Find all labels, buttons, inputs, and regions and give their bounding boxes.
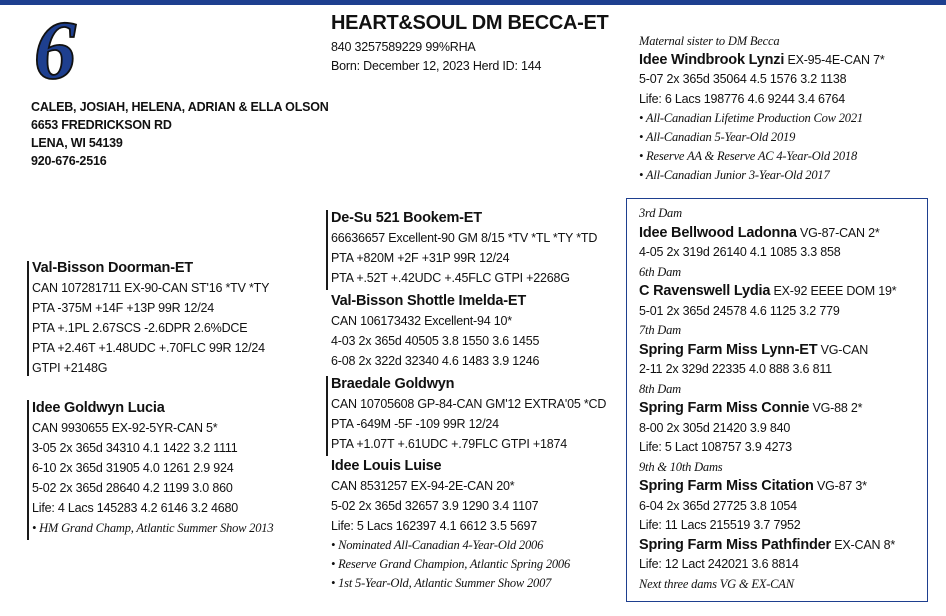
sire-line: PTA -375M +14F +13P 99R 12/24 bbox=[32, 301, 215, 315]
sire-of-sire-name: De-Su 521 Bookem-ET bbox=[331, 210, 482, 226]
dam-of-sire-line: 6-08 2x 322d 32340 4.6 1483 3.9 1246 bbox=[331, 354, 540, 368]
dam-of-dam-line: 5-02 2x 365d 32657 3.9 1290 3.4 1107 bbox=[331, 499, 539, 513]
dam-of-sire-line: CAN 106173432 Excellent-94 10* bbox=[331, 314, 512, 328]
dam910-label: 9th & 10th Dams bbox=[639, 459, 723, 474]
dam-of-sire-line: 4-03 2x 365d 40505 3.8 1550 3.6 1455 bbox=[331, 334, 540, 348]
dam-of-dam-line: Life: 5 Lacs 162397 4.1 6612 3.5 5697 bbox=[331, 519, 537, 533]
sire-of-dam-block bbox=[331, 374, 606, 454]
dam7-label: 7th Dam bbox=[639, 323, 682, 337]
owner-city: LENA, WI 54139 bbox=[31, 136, 123, 150]
dam3-label: 3rd Dam bbox=[639, 206, 682, 220]
dam6-name: C Ravenswell Lydia bbox=[639, 283, 771, 299]
sire-of-sire-block bbox=[331, 208, 597, 288]
award-item: • All-Canadian 5-Year-Old 2019 bbox=[639, 130, 796, 145]
award-item: • HM Grand Champ, Atlantic Summer Show 2013 bbox=[32, 521, 274, 535]
sire-of-dam-line: PTA -649M -5F -109 99R 12/24 bbox=[331, 417, 499, 431]
top-accent-bar bbox=[0, 0, 946, 5]
sire-block bbox=[32, 258, 269, 378]
animal-name: HEART&SOUL DM BECCA-ET bbox=[331, 12, 609, 34]
dam-of-sire-block bbox=[331, 291, 539, 371]
sire-of-sire-line: PTA +820M +2F +31P 99R 12/24 bbox=[331, 251, 510, 265]
owner-address: 6653 FREDRICKSON RD bbox=[31, 118, 172, 132]
dam-of-sire-name: Val-Bisson Shottle Imelda-ET bbox=[331, 293, 527, 309]
award-item: • Nominated All-Canadian 4-Year-Old 2006 bbox=[331, 538, 544, 552]
owner-phone: 920-676-2516 bbox=[31, 154, 107, 168]
maternal-sister-class: EX-95-4E-CAN 7* bbox=[784, 53, 885, 68]
box-footer: Next three dams VG & EX-CAN bbox=[639, 576, 794, 591]
dam7-record: 2-11 2x 329d 22335 4.0 888 3.6 811 bbox=[639, 362, 832, 376]
dam9-record: 6-04 2x 365d 27725 3.8 1054 bbox=[639, 498, 797, 513]
maternal-sister-record: 5-07 2x 365d 35064 4.5 1576 3.2 1138 bbox=[639, 72, 847, 87]
dam6-label: 6th Dam bbox=[639, 264, 682, 279]
dam3-class: VG-87-CAN 2* bbox=[796, 225, 880, 240]
sire-line: CAN 107281711 EX-90-CAN ST'16 *TV *TY bbox=[32, 281, 270, 295]
maternal-sister-life: Life: 6 Lacs 198776 4.6 9244 3.4 6764 bbox=[639, 91, 845, 106]
maternal-sister-name: Idee Windbrook Lynzi bbox=[639, 52, 785, 69]
dam-line: 3-05 2x 365d 34310 4.1 1422 3.2 1111 bbox=[32, 441, 238, 455]
sire-of-dam-line: PTA +1.07T +.61UDC +.79FLC GTPI +1874 bbox=[331, 437, 568, 451]
owner-names: CALEB, JOSIAH, HELENA, ADRIAN & ELLA OLSON bbox=[31, 100, 329, 114]
dam8-life: Life: 5 Lact 108757 3.9 4273 bbox=[639, 440, 792, 454]
award-item: • Reserve Grand Champion, Atlantic Spring 2006 bbox=[331, 557, 571, 571]
sire-of-sire-line: PTA +.52T +.42UDC +.45FLC GTPI +2268G bbox=[331, 271, 570, 285]
dam-name: Idee Goldwyn Lucia bbox=[32, 400, 165, 416]
lot-number bbox=[30, 12, 120, 92]
owner-block bbox=[31, 98, 329, 170]
sire-name: Val-Bisson Doorman-ET bbox=[32, 260, 193, 276]
dam9-class: VG-87 3* bbox=[813, 479, 867, 493]
dam9-life: Life: 11 Lacs 215519 3.7 7952 bbox=[639, 518, 801, 532]
sire-of-dam-bracket bbox=[326, 376, 328, 456]
sire-line: GTPI +2148G bbox=[32, 361, 108, 375]
dam9-name: Spring Farm Miss Citation bbox=[639, 478, 814, 494]
dam8-class: VG-88 2* bbox=[809, 401, 863, 415]
sire-bracket bbox=[27, 261, 29, 376]
award-item: • 1st 5-Year-Old, Atlantic Summer Show 2007 bbox=[331, 576, 552, 590]
award-item: • All-Canadian Junior 3-Year-Old 2017 bbox=[639, 168, 830, 183]
dam-line: 6-10 2x 365d 31905 4.0 1261 2.9 924 bbox=[32, 461, 234, 475]
sire-of-dam-line: CAN 10705608 GP-84-CAN GM'12 EXTRA'05 *CD bbox=[331, 397, 607, 411]
dam-of-dam-block bbox=[331, 456, 570, 593]
dam8-record: 8-00 2x 305d 21420 3.9 840 bbox=[639, 420, 791, 435]
dam-of-dam-line: CAN 8531257 EX-94-2E-CAN 20* bbox=[331, 479, 515, 493]
maternal-sister-block bbox=[639, 32, 884, 186]
dam10-name: Spring Farm Miss Pathfinder bbox=[639, 536, 831, 553]
dam7-class: VG-CAN bbox=[817, 342, 869, 357]
dam-line: 5-02 2x 365d 28640 4.2 1199 3.0 860 bbox=[32, 481, 233, 495]
sire-line: PTA +.1PL 2.67SCS -2.6DPR 2.6%DCE bbox=[32, 321, 248, 335]
svg-text:6: 6 bbox=[34, 12, 76, 92]
dam3-name: Idee Bellwood Ladonna bbox=[639, 224, 797, 241]
dam8-name: Spring Farm Miss Connie bbox=[639, 400, 810, 416]
dam10-class: EX-CAN 8* bbox=[831, 537, 895, 552]
dam6-record: 5-01 2x 365d 24578 4.6 1125 3.2 779 bbox=[639, 303, 840, 318]
dam10-life: Life: 12 Lact 242021 3.6 8814 bbox=[639, 557, 799, 571]
extended-pedigree bbox=[639, 204, 896, 594]
dam-bracket bbox=[27, 400, 29, 540]
dam6-class: EX-92 EEEE DOM 19* bbox=[770, 284, 897, 298]
dam8-label: 8th Dam bbox=[639, 381, 682, 396]
dam-block bbox=[32, 398, 273, 538]
maternal-sister-label: Maternal sister to DM Becca bbox=[639, 34, 780, 48]
sire-line: PTA +2.46T +1.48UDC +.70FLC 99R 12/24 bbox=[32, 341, 265, 355]
animal-id-line: 840 3257589229 99%RHA bbox=[331, 40, 476, 54]
award-item: • Reserve AA & Reserve AC 4-Year-Old 2018 bbox=[639, 149, 858, 164]
sire-of-sire-line: 66636657 Excellent-90 GM 8/15 *TV *TL *TY *TD bbox=[331, 231, 598, 245]
dam7-name: Spring Farm Miss Lynn-ET bbox=[639, 341, 818, 358]
dam-line: Life: 4 Lacs 145283 4.2 6146 3.2 4680 bbox=[32, 501, 238, 515]
animal-info bbox=[331, 38, 541, 76]
dam-line: CAN 9930655 EX-92-5YR-CAN 5* bbox=[32, 421, 218, 435]
sire-of-dam-name: Braedale Goldwyn bbox=[331, 376, 455, 392]
award-item: • All-Canadian Lifetime Production Cow 2021 bbox=[639, 110, 863, 125]
sire-of-sire-bracket bbox=[326, 210, 328, 290]
dam-of-dam-name: Idee Louis Luise bbox=[331, 458, 442, 474]
dam3-record: 4-05 2x 319d 26140 4.1 1085 3.3 858 bbox=[639, 245, 841, 259]
animal-birth-line: Born: December 12, 2023 Herd ID: 144 bbox=[331, 59, 542, 73]
